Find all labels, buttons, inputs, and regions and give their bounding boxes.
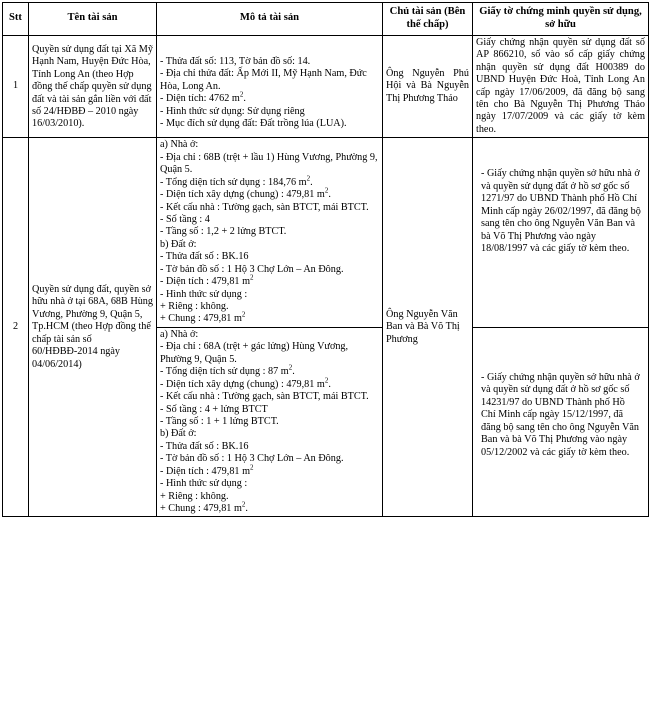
description-line: - Diện tích: 4762 $m^2$. — [160, 90, 246, 105]
description-line: - Thửa đất số : BK.16 — [160, 251, 249, 263]
description-line: b) Đất ở: — [160, 428, 197, 440]
header-asset-name: Tên tài sản — [29, 3, 157, 36]
row-certificate: Giấy chứng nhận quyền sử dụng đất số AP 866210, số vào sổ cấp giấy chứng nhận quyền sử dụng đất H00389 do UBND Huyện Đức Hoà, Tỉnh Long An cấp ngày 17/06/2009, đã đăng bộ sang tên cho Bà Nguyễn Thị Phương Thảo ngày 17/07/2009 và các giấy tờ kèm theo. — [473, 35, 649, 138]
row-owner: Ông Nguyễn Phú Hội và Bà Nguyễn Thị Phương Thảo — [383, 35, 473, 138]
description-line: - Hình thức sử dụng : — [160, 478, 248, 490]
description-line: - Địa chỉ : 68B (trệt + lầu 1) Hùng Vương, Phường 9, Quận 5. — [160, 151, 378, 176]
row-description — [157, 138, 383, 328]
description-line: + Chung : 479,81 $m^2$. — [160, 500, 248, 515]
description-line: + Chung : 479,81 $m^2$ — [160, 311, 246, 325]
description-line: - Địa chỉ thửa đất: Ấp Mới II, Mỹ Hạnh Nam, Đức Hòa, Long An. — [160, 68, 367, 92]
description-line: - Hình thức sử dụng : — [160, 288, 248, 300]
description-line: - Thửa đất số : BK.16 — [160, 440, 249, 452]
row-description — [157, 327, 383, 517]
description-line: - Tầng số : 1,2 + 2 lửng BTCT. — [160, 226, 287, 238]
description-line: - Diện tích : 479,81 $m^2$ — [160, 273, 254, 288]
description-line: - Diện tích xây dựng (chung) : 479,81 $m^2$. — [160, 186, 331, 201]
asset-table — [2, 2, 649, 517]
description-line: b) Đất ở: — [160, 238, 197, 250]
row-certificate: - Giấy chứng nhận quyền sở hữu nhà ở và quyền sử dụng đất ở hồ sơ gốc số 14231/97 do UBND Thành phố Hồ Chí Minh cấp ngày 15/12/1997, đã đăng bộ sang tên cho ông Nguyễn Văn Ban và bà Võ Thị Phương vào ngày 05/12/2002 và các giấy tờ kèm theo. — [473, 327, 649, 517]
description-line: - Kết cấu nhà : Tường gạch, sàn BTCT, mái BTCT. — [160, 391, 369, 403]
row-asset-name: Quyền sử dụng đất tại Xã Mỹ Hạnh Nam, Huyện Đức Hòa, Tỉnh Long An (theo Hợp đồng thế chấp quyền sử dụng đất và tài sản gắn liền với đất số 24/HĐBĐ – 2010 ngày 16/03/2010). — [29, 35, 157, 138]
row-stt: 2 — [3, 138, 29, 517]
description-line: a) Nhà ở: — [160, 328, 199, 340]
row-certificate: - Giấy chứng nhận quyền sở hữu nhà ở và quyền sử dụng đất ở hồ sơ gốc số 1271/97 do UBND Thành phố Hồ Chí Minh cấp ngày 26/02/1997, đã đăng bộ sang tên cho ông Nguyễn Văn Ban và bà Võ Thị Phương vào ngày 18/08/1997 và các giấy tờ kèm theo. — [473, 138, 649, 328]
description-line: - Kết cấu nhà : Tường gạch, sàn BTCT, mái BTCT. — [160, 201, 369, 213]
row-description — [157, 35, 383, 138]
description-line: a) Nhà ở: — [160, 139, 199, 151]
description-line: - Tờ bản đồ số : 1 Hộ 3 Chợ Lớn – An Đông. — [160, 263, 344, 275]
description-line: - Số tầng : 4 + lửng BTCT — [160, 403, 268, 415]
header-description: Mô tả tài sản — [157, 3, 383, 36]
description-line: - Số tầng : 4 — [160, 213, 210, 225]
table-row — [3, 35, 649, 138]
row-owner: Ông Nguyễn Văn Ban và Bà Võ Thị Phương — [383, 138, 473, 517]
description-line: - Thửa đất số: 113, Tờ bản đồ số: 14. — [160, 55, 311, 67]
description-line: + Riêng : không. — [160, 490, 229, 502]
description-line: - Diện tích xây dựng (chung) : 479,81 $m^2$. — [160, 376, 331, 390]
row-stt: 1 — [3, 35, 29, 138]
header-certificate: Giấy tờ chứng minh quyền sử dụng, sở hữu — [473, 3, 649, 36]
row-asset-name: Quyền sử dụng đất, quyền sở hữu nhà ở tại 68A, 68B Hùng Vương, Phường 9, Quận 5, Tp.HCM (theo Hợp đồng thế chấp tài sản số 60/HĐBĐ-2014 ngày 04/06/2014) — [29, 138, 157, 517]
header-owner: Chủ tài sản (Bên thế chấp) — [383, 3, 473, 36]
description-line: - Địa chỉ : 68A (trệt + gác lửng) Hùng Vương, Phường 9, Quận 5. — [160, 341, 349, 365]
description-line: - Diện tích : 479,81 $m^2$ — [160, 463, 254, 477]
description-line: - Tổng diện tích sử dụng : 184,76 $m^2$. — [160, 174, 313, 188]
description-line: - Tổng diện tích sử dụng : 87 $m^2$. — [160, 363, 295, 378]
header-row — [3, 3, 649, 36]
header-stt: Stt — [3, 3, 29, 36]
description-line: - Tờ bản đồ số : 1 Hộ 3 Chợ Lớn – An Đông. — [160, 453, 344, 465]
description-line: - Mục đích sử dụng đất: Đất trồng lúa (LUA). — [160, 118, 347, 130]
description-line: - Hình thức sử dụng: Sử dụng riêng — [160, 105, 305, 117]
description-line: - Tầng số : 1 + 1 lửng BTCT. — [160, 415, 279, 427]
table-row — [3, 138, 649, 328]
description-line: + Riêng : không. — [160, 301, 229, 313]
